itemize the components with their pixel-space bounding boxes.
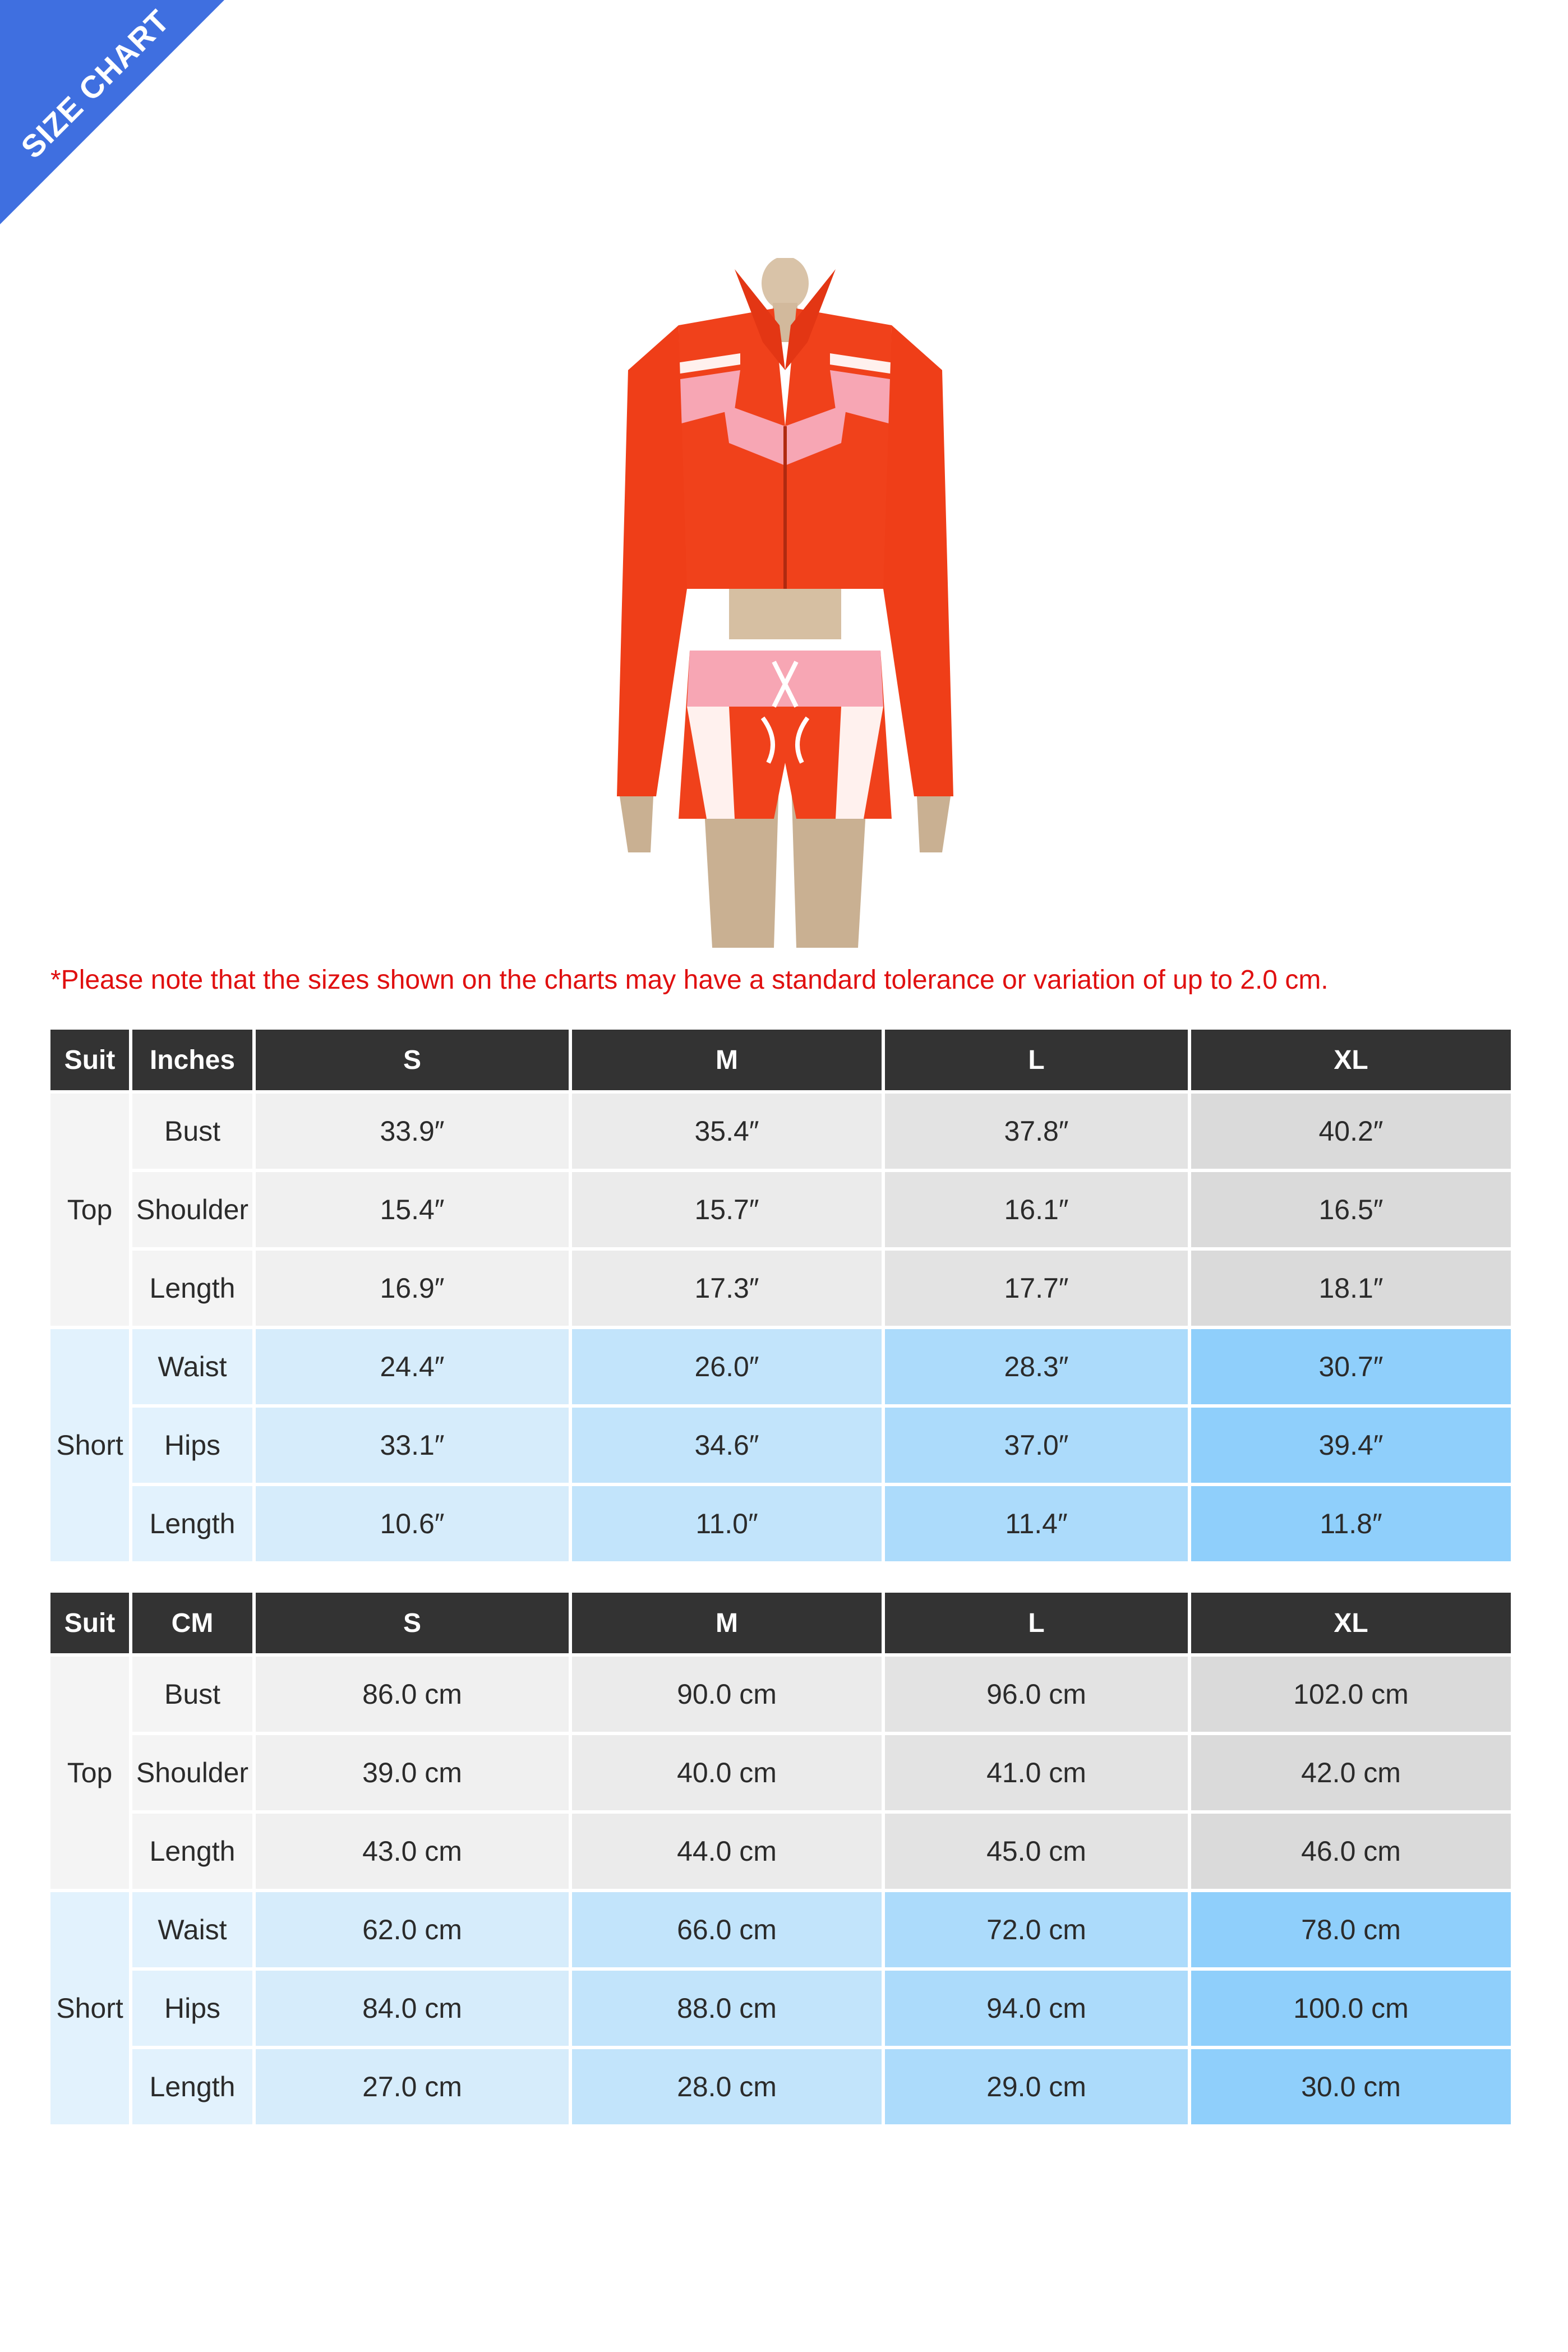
measure-label: Shoulder bbox=[132, 1735, 252, 1810]
measure-label: Length bbox=[132, 1814, 252, 1889]
table-header-row bbox=[50, 1593, 1511, 1653]
measure-label: Shoulder bbox=[132, 1172, 252, 1247]
group-label-top: Top bbox=[50, 1094, 129, 1326]
group-label-top: Top bbox=[50, 1657, 129, 1889]
value-cell: 15.4″ bbox=[256, 1172, 569, 1247]
header-size-s: S bbox=[256, 1593, 569, 1653]
value-cell: 11.8″ bbox=[1191, 1486, 1511, 1561]
value-cell: 27.0 cm bbox=[256, 2049, 569, 2124]
header-size-s: S bbox=[256, 1030, 569, 1090]
value-cell: 72.0 cm bbox=[885, 1892, 1188, 1967]
table-row bbox=[50, 1172, 1511, 1247]
measure-label: Length bbox=[132, 1486, 252, 1561]
tolerance-note: *Please note that the sizes shown on the charts may have a standard tolerance or variation of up to 2.0 cm. bbox=[50, 965, 1329, 995]
value-cell: 33.1″ bbox=[256, 1408, 569, 1483]
product-image bbox=[594, 258, 976, 948]
badge-label: SIZE CHART bbox=[14, 3, 177, 165]
table-row bbox=[50, 1408, 1511, 1483]
value-cell: 30.7″ bbox=[1191, 1329, 1511, 1404]
header-size-l: L bbox=[885, 1593, 1188, 1653]
value-cell: 11.0″ bbox=[572, 1486, 882, 1561]
table-row bbox=[50, 2049, 1511, 2124]
group-label-short: Short bbox=[50, 1892, 129, 2124]
table-row bbox=[50, 1094, 1511, 1169]
value-cell: 16.1″ bbox=[885, 1172, 1188, 1247]
value-cell: 86.0 cm bbox=[256, 1657, 569, 1732]
measure-label: Bust bbox=[132, 1657, 252, 1732]
value-cell: 16.9″ bbox=[256, 1251, 569, 1326]
table-row bbox=[50, 1486, 1511, 1561]
value-cell: 66.0 cm bbox=[572, 1892, 882, 1967]
group-label-short: Short bbox=[50, 1329, 129, 1561]
measure-label: Waist bbox=[132, 1892, 252, 1967]
value-cell: 28.0 cm bbox=[572, 2049, 882, 2124]
value-cell: 88.0 cm bbox=[572, 1971, 882, 2046]
value-cell: 34.6″ bbox=[572, 1408, 882, 1483]
cm-size-table bbox=[47, 1589, 1514, 2128]
value-cell: 28.3″ bbox=[885, 1329, 1188, 1404]
value-cell: 94.0 cm bbox=[885, 1971, 1188, 2046]
measure-label: Bust bbox=[132, 1094, 252, 1169]
value-cell: 40.0 cm bbox=[572, 1735, 882, 1810]
value-cell: 29.0 cm bbox=[885, 2049, 1188, 2124]
value-cell: 84.0 cm bbox=[256, 1971, 569, 2046]
value-cell: 35.4″ bbox=[572, 1094, 882, 1169]
header-unit: Inches bbox=[132, 1030, 252, 1090]
header-suit: Suit bbox=[50, 1593, 129, 1653]
value-cell: 42.0 cm bbox=[1191, 1735, 1511, 1810]
value-cell: 43.0 cm bbox=[256, 1814, 569, 1889]
value-cell: 41.0 cm bbox=[885, 1735, 1188, 1810]
table-row bbox=[50, 1814, 1511, 1889]
value-cell: 46.0 cm bbox=[1191, 1814, 1511, 1889]
value-cell: 37.8″ bbox=[885, 1094, 1188, 1169]
value-cell: 102.0 cm bbox=[1191, 1657, 1511, 1732]
table-row bbox=[50, 1892, 1511, 1967]
value-cell: 30.0 cm bbox=[1191, 2049, 1511, 2124]
value-cell: 44.0 cm bbox=[572, 1814, 882, 1889]
value-cell: 17.7″ bbox=[885, 1251, 1188, 1326]
measure-label: Length bbox=[132, 1251, 252, 1326]
size-chart-badge bbox=[0, 0, 224, 224]
table-row bbox=[50, 1735, 1511, 1810]
value-cell: 16.5″ bbox=[1191, 1172, 1511, 1247]
value-cell: 100.0 cm bbox=[1191, 1971, 1511, 2046]
value-cell: 45.0 cm bbox=[885, 1814, 1188, 1889]
table-row bbox=[50, 1971, 1511, 2046]
value-cell: 90.0 cm bbox=[572, 1657, 882, 1732]
value-cell: 10.6″ bbox=[256, 1486, 569, 1561]
value-cell: 18.1″ bbox=[1191, 1251, 1511, 1326]
value-cell: 39.0 cm bbox=[256, 1735, 569, 1810]
measure-label: Length bbox=[132, 2049, 252, 2124]
header-size-m: M bbox=[572, 1030, 882, 1090]
header-size-l: L bbox=[885, 1030, 1188, 1090]
header-size-xl: XL bbox=[1191, 1030, 1511, 1090]
header-size-xl: XL bbox=[1191, 1593, 1511, 1653]
value-cell: 15.7″ bbox=[572, 1172, 882, 1247]
two-piece-outfit-icon bbox=[594, 258, 976, 948]
inches-size-table bbox=[47, 1026, 1514, 1565]
value-cell: 39.4″ bbox=[1191, 1408, 1511, 1483]
measure-label: Waist bbox=[132, 1329, 252, 1404]
table-row bbox=[50, 1329, 1511, 1404]
value-cell: 11.4″ bbox=[885, 1486, 1188, 1561]
value-cell: 26.0″ bbox=[572, 1329, 882, 1404]
header-unit: CM bbox=[132, 1593, 252, 1653]
value-cell: 17.3″ bbox=[572, 1251, 882, 1326]
measure-label: Hips bbox=[132, 1408, 252, 1483]
badge-shape bbox=[0, 0, 224, 224]
table-row bbox=[50, 1657, 1511, 1732]
value-cell: 62.0 cm bbox=[256, 1892, 569, 1967]
value-cell: 40.2″ bbox=[1191, 1094, 1511, 1169]
table-header-row bbox=[50, 1030, 1511, 1090]
value-cell: 24.4″ bbox=[256, 1329, 569, 1404]
table-row bbox=[50, 1251, 1511, 1326]
value-cell: 37.0″ bbox=[885, 1408, 1188, 1483]
value-cell: 33.9″ bbox=[256, 1094, 569, 1169]
value-cell: 96.0 cm bbox=[885, 1657, 1188, 1732]
value-cell: 78.0 cm bbox=[1191, 1892, 1511, 1967]
header-size-m: M bbox=[572, 1593, 882, 1653]
header-suit: Suit bbox=[50, 1030, 129, 1090]
measure-label: Hips bbox=[132, 1971, 252, 2046]
